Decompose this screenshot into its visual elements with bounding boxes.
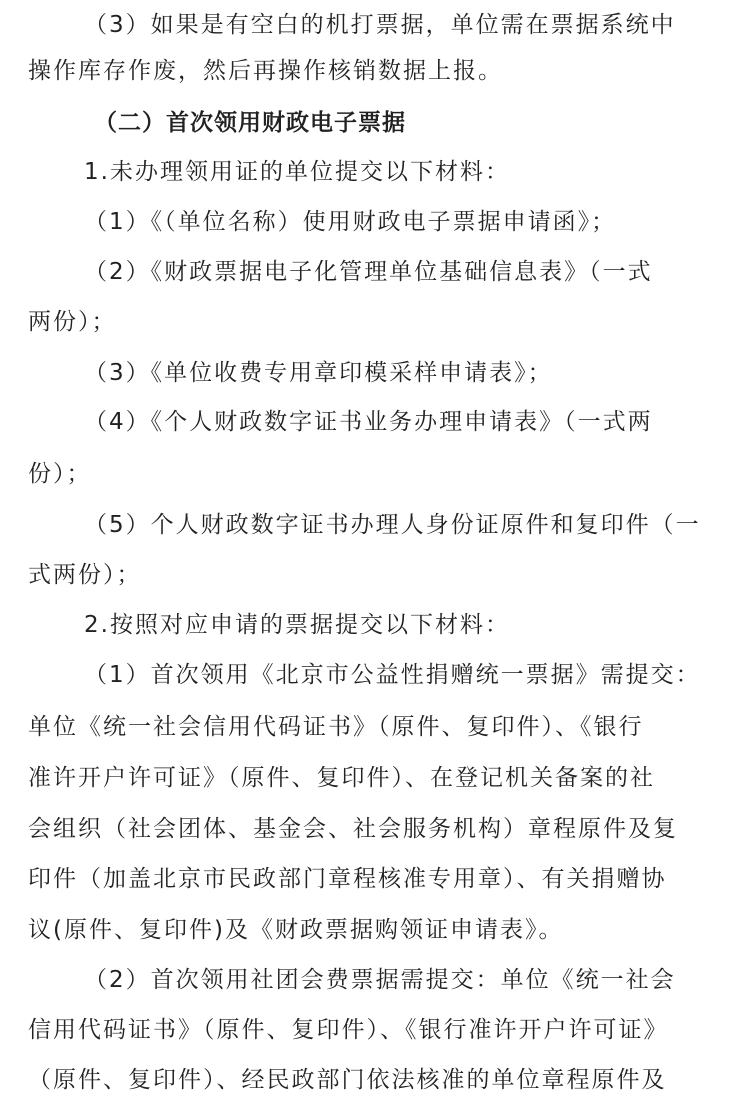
- paragraph-line: （3）如果是有空白的机打票据，单位需在票据系统中: [84, 12, 676, 38]
- paragraph-line: 操作库存作废，然后再操作核销数据上报。: [28, 58, 503, 84]
- paragraph-line: 两份）；: [28, 309, 117, 335]
- paragraph-line: （5）个人财政数字证书办理人身份证原件和复印件（一: [84, 512, 701, 538]
- paragraph-line: （2）《财政票据电子化管理单位基础信息表》（一式: [84, 259, 653, 285]
- paragraph-line: 信用代码证书》（原件、复印件）、《银行准许开户许可证》: [28, 1017, 669, 1043]
- paragraph-line: 式两份）；: [28, 562, 142, 588]
- section-heading: （二）首次领用财政电子票据: [94, 110, 406, 136]
- paragraph-line: （4）《个人财政数字证书业务办理申请表》（一式两: [84, 409, 653, 435]
- paragraph-line: 1.未办理领用证的单位提交以下材料：: [84, 159, 510, 185]
- paragraph-line: 2.按照对应申请的票据提交以下材料：: [84, 612, 510, 638]
- paragraph-line: （1）《（单位名称）使用财政电子票据申请函》；: [84, 209, 617, 235]
- paragraph-line: 议(原件、复印件)及《财政票据购领证申请表》。: [28, 917, 564, 943]
- paragraph-line: （原件、复印件）、经民政部门依法核准的单位章程原件及: [28, 1067, 667, 1093]
- paragraph-line: 印件（加盖北京市民政部门章程核准专用章）、有关捐赠协: [28, 866, 667, 892]
- paragraph-line: 份）；: [28, 461, 92, 487]
- paragraph-line: 会组织（社会团体、基金会、社会服务机构）章程原件及复: [28, 816, 678, 842]
- paragraph-line: 单位《统一社会信用代码证书》（原件、复印件）、《银行: [28, 714, 644, 740]
- paragraph-line: （1）首次领用《北京市公益性捐赠统一票据》需提交：: [84, 662, 701, 688]
- paragraph-line: （2）首次领用社团会费票据需提交：单位《统一社会: [84, 967, 676, 993]
- paragraph-line: 准许开户许可证》（原件、复印件）、在登记机关备案的社: [28, 765, 655, 791]
- paragraph-line: （3）《单位收费专用章印模采样申请表》；: [84, 360, 553, 386]
